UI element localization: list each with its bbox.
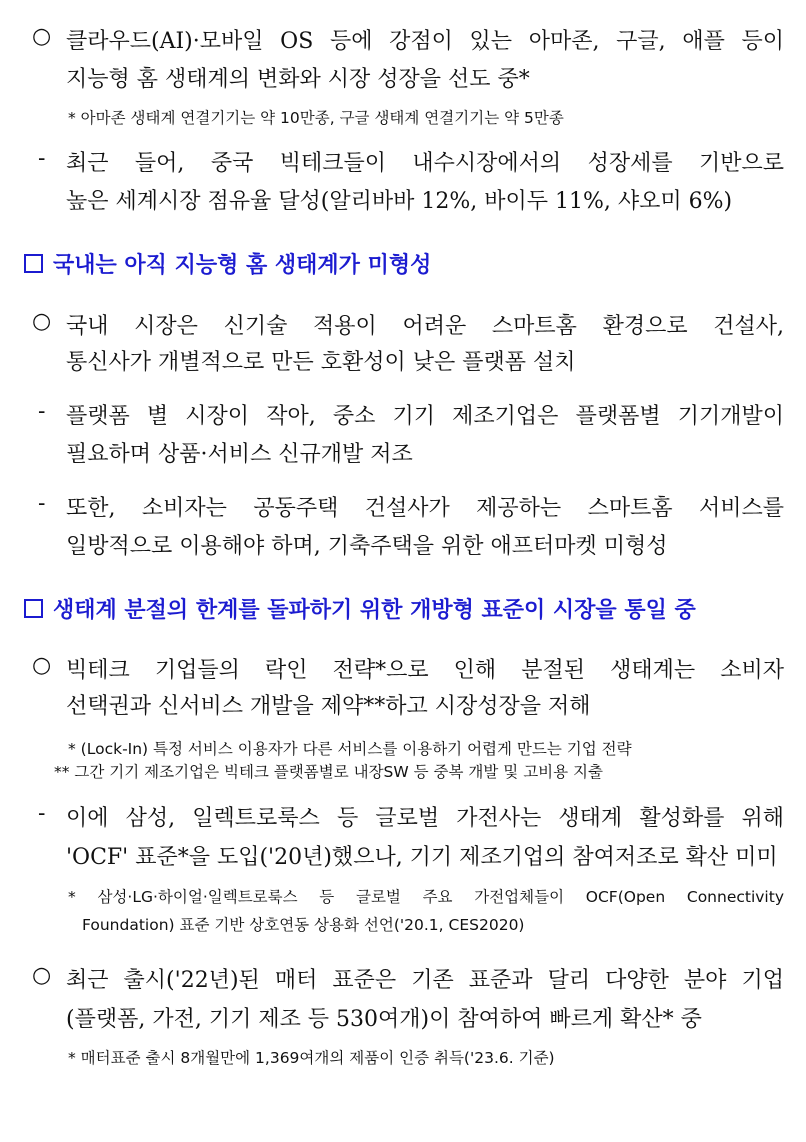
paragraph-line: 이에 삼성, 일렉트로룩스 등 글로벌 가전사는 생태계 활성화를 위해 xyxy=(66,806,784,831)
section-heading xyxy=(24,248,431,279)
paragraph-line: 또한, 소비자는 공동주택 건설사가 제공하는 스마트홈 서비스를 xyxy=(66,496,784,521)
bullet-marker: ○ xyxy=(32,653,52,678)
footnote: * 아마존 생태계 연결기기는 약 10만종, 구글 생태계 연결기기는 약 5만종 xyxy=(68,109,564,127)
paragraph-line: 최근 들어, 중국 빅테크들이 내수시장에서의 성장세를 기반으로 xyxy=(66,151,784,176)
paragraph-line: 필요하며 상품·서비스 신규개발 저조 xyxy=(66,442,413,467)
footnote: * (Lock-In) 특정 서비스 이용자가 다른 서비스를 이용하기 어렵게 만드는 기업 전략 xyxy=(68,740,632,758)
paragraph-line: 플랫폼 별 시장이 작아, 중소 기기 제조기업은 플랫폼별 기기개발이 xyxy=(66,404,784,429)
paragraph-line: 국내 시장은 신기술 적용이 어려운 스마트홈 환경으로 건설사, xyxy=(66,314,784,339)
section-heading xyxy=(24,593,696,624)
checkbox-square-icon xyxy=(24,254,43,273)
paragraph-line: (플랫폼, 가전, 기기 제조 등 530여개)이 참여하여 빠르게 확산* 중 xyxy=(66,1007,702,1032)
dash-marker: - xyxy=(38,399,46,424)
paragraph-line: 통신사가 개별적으로 만든 호환성이 낮은 플랫폼 설치 xyxy=(66,350,576,375)
paragraph-line: 선택권과 신서비스 개발을 제약**하고 시장성장을 저해 xyxy=(66,694,591,719)
dash-marker: - xyxy=(38,801,46,826)
paragraph-line: 일방적으로 이용해야 하며, 기축주택을 위한 애프터마켓 미형성 xyxy=(66,534,668,559)
paragraph-line: 지능형 홈 생태계의 변화와 시장 성장을 선도 중* xyxy=(66,67,530,92)
checkbox-square-icon xyxy=(24,599,43,618)
paragraph-line: 빅테크 기업들의 락인 전략*으로 인해 분절된 생태계는 소비자 xyxy=(66,658,784,683)
dash-marker: - xyxy=(38,146,46,171)
bullet-marker: ○ xyxy=(32,963,52,988)
footnote: ** 그간 기기 제조기업은 빅테크 플랫폼별로 내장SW 등 중복 개발 및 고비용 지출 xyxy=(54,763,603,781)
paragraph-line: 높은 세계시장 점유율 달성(알리바바 12%, 바이두 11%, 샤오미 6%) xyxy=(66,189,733,214)
section-heading-text: 생태계 분절의 한계를 돌파하기 위한 개방형 표준이 시장을 통일 중 xyxy=(53,597,696,623)
bullet-marker: ○ xyxy=(32,24,52,49)
bullet-marker: ○ xyxy=(32,309,52,334)
footnote: Foundation) 표준 기반 상호연동 상용화 선언('20.1, CES2020) xyxy=(82,916,525,934)
paragraph-line: 클라우드(AI)·모바일 OS 등에 강점이 있는 아마존, 구글, 애플 등이 xyxy=(66,29,784,54)
paragraph-line: 최근 출시('22년)된 매터 표준은 기존 표준과 달리 다양한 분야 기업 xyxy=(66,968,784,993)
footnote: * 삼성·LG·하이얼·일렉트로룩스 등 글로벌 주요 가전업체들이 OCF(Open Connectivity xyxy=(68,888,784,906)
paragraph-line: 'OCF' 표준*을 도입('20년)했으나, 기기 제조기업의 참여저조로 확산 미미 xyxy=(66,845,778,870)
section-heading-text: 국내는 아직 지능형 홈 생태계가 미형성 xyxy=(53,252,432,278)
footnote: * 매터표준 출시 8개월만에 1,369여개의 제품이 인증 취득('23.6. 기준) xyxy=(68,1049,555,1067)
dash-marker: - xyxy=(38,491,46,516)
